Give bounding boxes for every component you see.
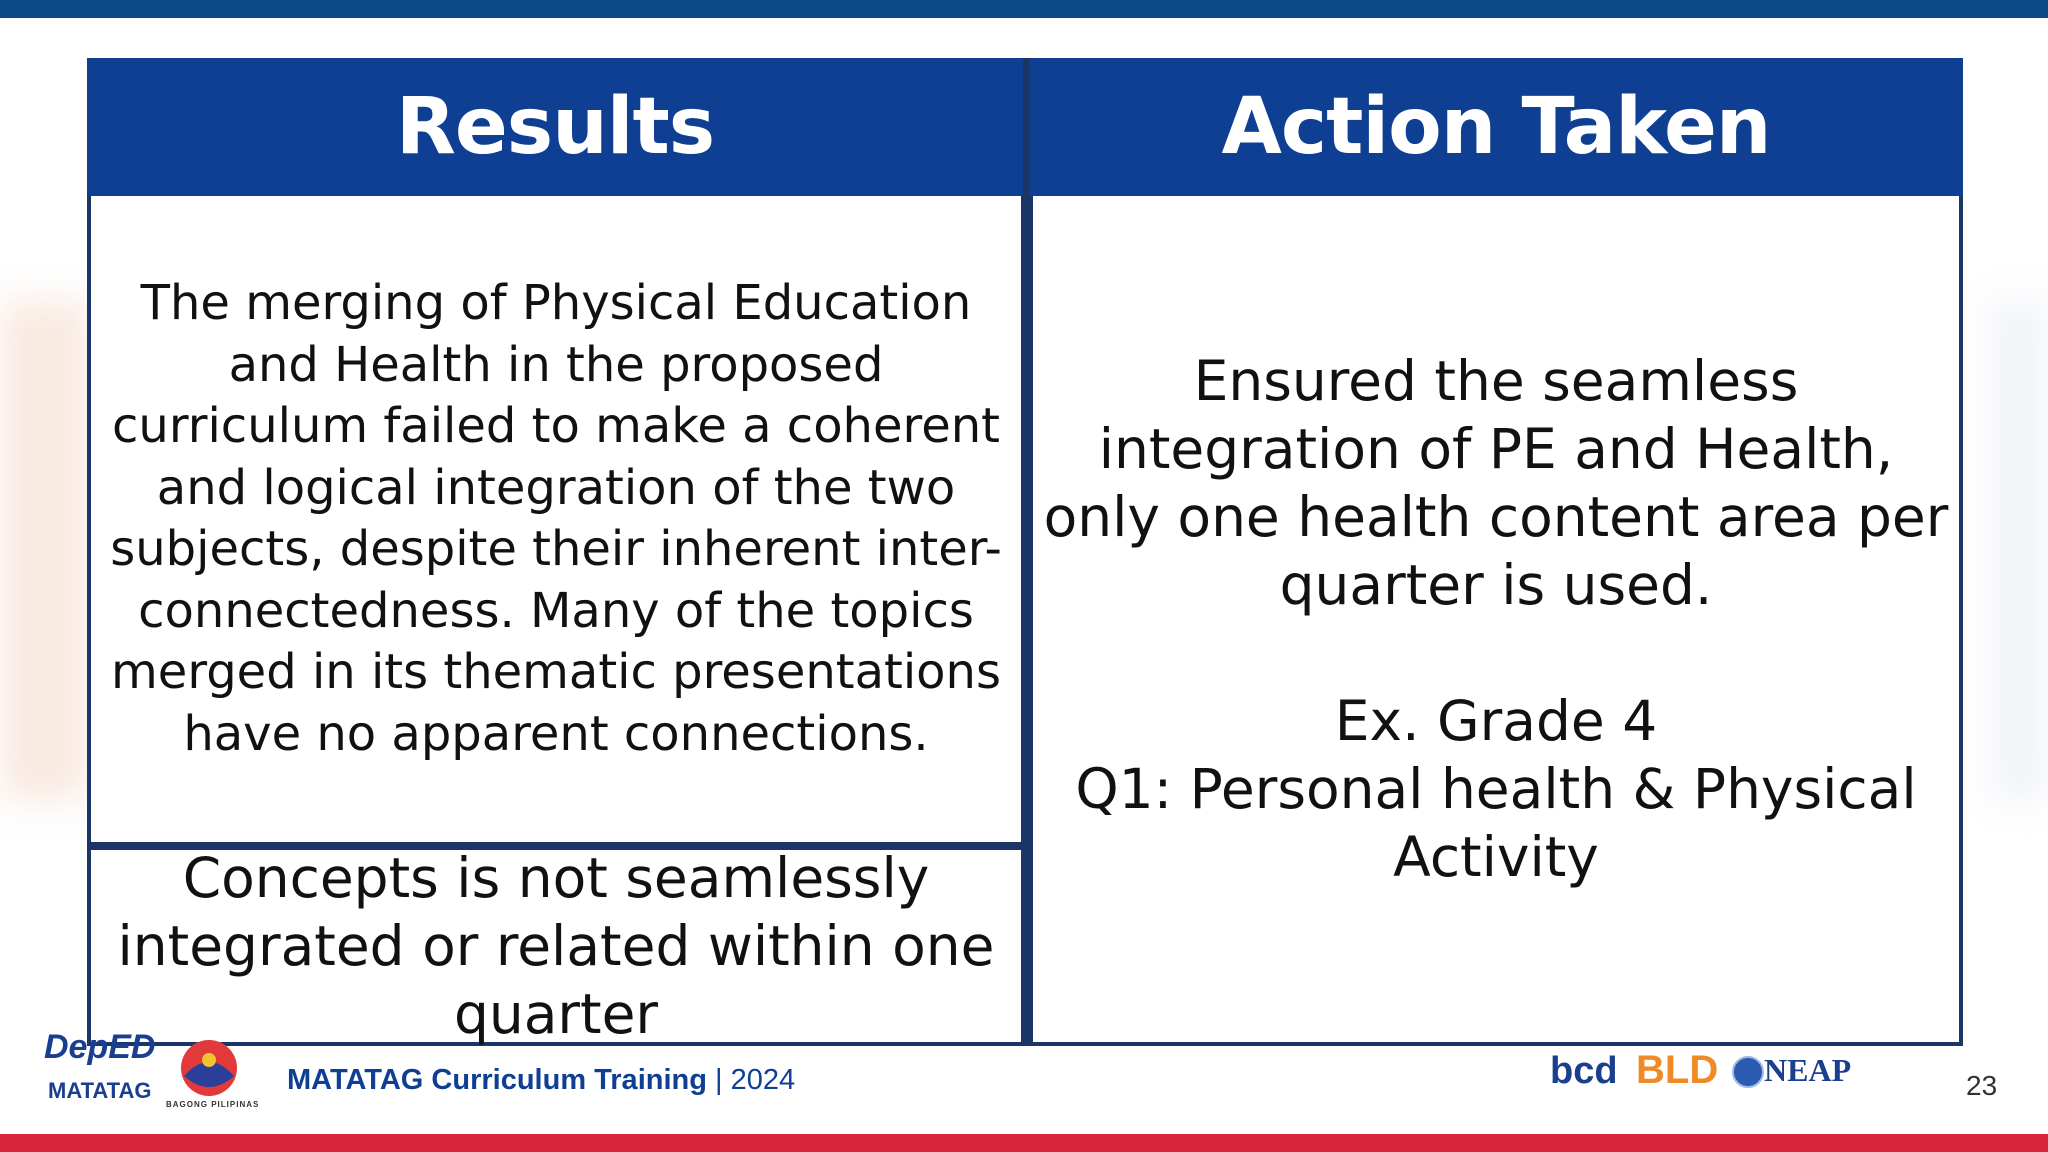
bcd-logo: bcd <box>1550 1050 1618 1092</box>
results-text-2: Concepts is not seamlessly integrated or related within one quarter <box>117 846 995 1046</box>
neap-seal-icon <box>1732 1056 1764 1088</box>
background-decoration <box>0 300 90 800</box>
results-header: Results <box>87 58 1023 196</box>
background-decoration <box>1990 300 2048 800</box>
bld-logo: BLD <box>1636 1048 1719 1092</box>
footer-separator: | <box>715 1064 723 1096</box>
bottom-accent-bar <box>0 1134 2048 1152</box>
action-taken-header: Action Taken <box>1029 58 1963 196</box>
results-action-table <box>87 58 1963 1046</box>
action-example-quarter: Q1: Personal health & Physical Activity <box>1075 757 1917 889</box>
top-accent-bar <box>0 0 2048 18</box>
footer-year: 2024 <box>730 1064 796 1096</box>
footer-title <box>287 1064 795 1097</box>
bagong-pilipinas-text: BAGONG PILIPINAS <box>166 1100 260 1109</box>
matatag-logo: MATATAG <box>48 1078 152 1103</box>
page-number: 23 <box>1966 1070 1998 1101</box>
results-cell-1 <box>91 196 1021 842</box>
action-main-text: Ensured the seamless integration of PE and Health, only one health content area per quarter is used. <box>1043 349 1949 617</box>
neap-logo: NEAP <box>1764 1052 1852 1088</box>
results-text-1: The merging of Physical Education and Health in the proposed curriculum failed to make a coherent and logical integration of the two subjects, despite their inherent inter-connectedness. Many of the topics merged in its thematic presentations have no apparent connections. <box>110 275 1002 762</box>
footer-title-main: MATATAG Curriculum Training <box>287 1064 707 1096</box>
results-cell-2 <box>91 846 1021 1046</box>
deped-logo: DepED <box>44 1028 156 1066</box>
action-example-grade: Ex. Grade 4 <box>1334 689 1658 753</box>
bagong-pilipinas-seal-icon <box>170 1038 248 1102</box>
action-taken-cell <box>1033 196 1959 1042</box>
